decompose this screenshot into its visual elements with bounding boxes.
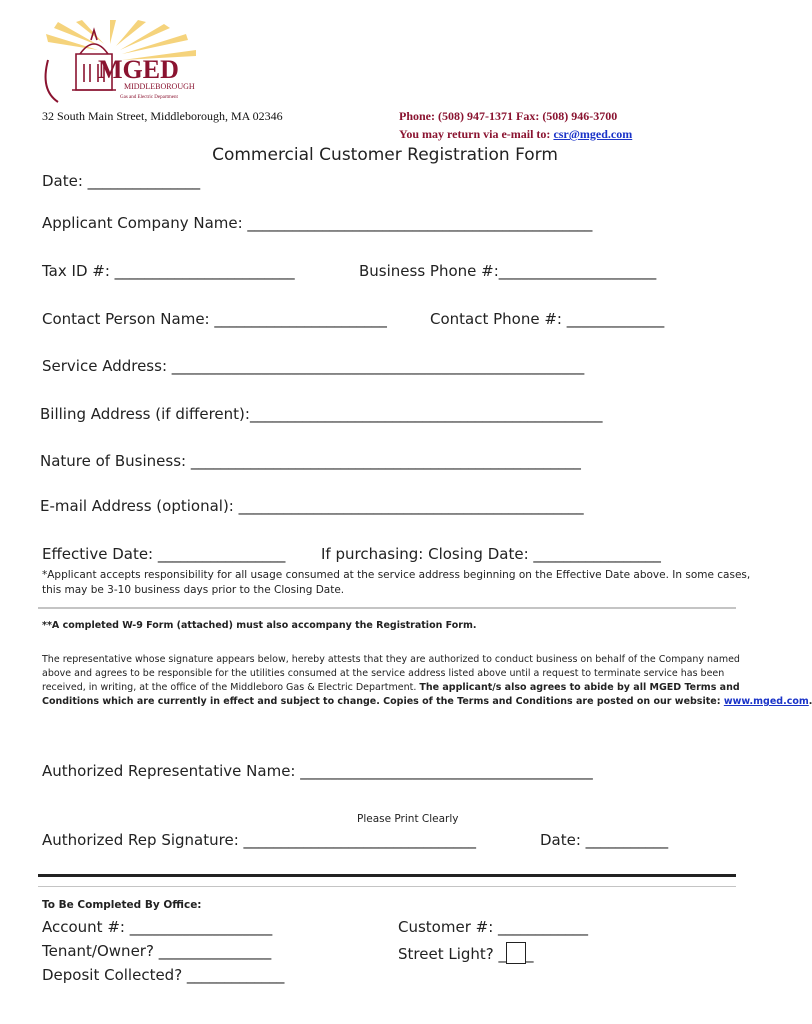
- tenant-owner-field[interactable]: Tenant/Owner? _______________: [42, 942, 272, 960]
- street-light-row: [398, 942, 534, 964]
- form-title: Commercial Customer Registration Form: [212, 145, 558, 165]
- business-phone-field[interactable]: Business Phone #:_____________________: [359, 262, 657, 280]
- email-link[interactable]: csr@mged.com: [553, 127, 633, 141]
- return-email-line: [399, 127, 632, 142]
- attestation-line-2: above and agrees to be responsible for the utilities consumed at the service address listed above until a request to terminate service has been: [42, 668, 725, 679]
- street-light-tail: _: [526, 945, 534, 963]
- tax-id-field[interactable]: Tax ID #: ________________________: [42, 262, 295, 280]
- asterisk-note-line-1: *Applicant accepts responsibility for all usage consumed at the service address beginning on the Effective Date above. In some cases,: [42, 569, 751, 581]
- office-divider: [38, 874, 736, 877]
- office-heading: To Be Completed By Office:: [42, 899, 202, 911]
- return-text: You may return via e-mail to:: [399, 127, 551, 141]
- effective-date-field[interactable]: Effective Date: _________________: [42, 545, 286, 563]
- billing-address-field[interactable]: Billing Address (if different):_______________________________________________: [40, 405, 603, 423]
- attestation-line-4: [42, 696, 812, 707]
- logo-text: MGED: [98, 55, 179, 84]
- email-address-field[interactable]: E-mail Address (optional): ______________________________________________: [40, 497, 584, 515]
- terms-text: Conditions which are currently in effect and subject to change. Copies of the Terms and Conditions are posted on our website:: [42, 696, 721, 707]
- attestation-line-3a: received, in writing, at the office of the Middleboro Gas & Electric Department.: [42, 682, 417, 693]
- print-clearly-note: Please Print Clearly: [357, 813, 459, 825]
- sunburst-graphic: [46, 20, 196, 60]
- account-field[interactable]: Account #: ___________________: [42, 918, 273, 936]
- service-address-field[interactable]: Service Address: _______________________________________________________: [42, 357, 585, 375]
- nature-of-business-field[interactable]: Nature of Business: ____________________________________________________: [40, 452, 581, 470]
- rep-signature-field[interactable]: Authorized Rep Signature: _______________________________: [42, 831, 477, 849]
- attestation-line-3b: The applicant/s also agrees to abide by all MGED Terms and: [419, 682, 740, 693]
- logo-tagline: Gas and Electric Department: [120, 95, 178, 100]
- customer-number-field[interactable]: Customer #: ____________: [398, 918, 589, 936]
- mged-logo: [38, 20, 198, 106]
- divider: [38, 607, 736, 609]
- rep-name-field[interactable]: Authorized Representative Name: _______________________________________: [42, 762, 593, 780]
- phone-fax: Phone: (508) 947-1371 Fax: (508) 946-3700: [399, 109, 618, 123]
- company-name-field[interactable]: Applicant Company Name: ______________________________________________: [42, 214, 593, 232]
- w9-note: **A completed W-9 Form (attached) must also accompany the Registration Form.: [42, 620, 477, 631]
- office-divider-thin: [38, 886, 736, 887]
- street-light-checkbox[interactable]: [506, 942, 526, 964]
- contact-person-field[interactable]: Contact Person Name: _______________________: [42, 310, 387, 328]
- date-field[interactable]: Date: _______________: [42, 172, 201, 190]
- signature-date-field[interactable]: Date: ___________: [540, 831, 669, 849]
- website-link[interactable]: www.mged.com: [723, 696, 809, 707]
- asterisk-note-line-2: this may be 3-10 business days prior to the Closing Date.: [42, 584, 345, 596]
- company-address: 32 South Main Street, Middleborough, MA 02346: [42, 109, 283, 123]
- attestation-line-1: The representative whose signature appears below, hereby attests that they are authorized to conduct business on behalf of the Company named: [42, 654, 740, 665]
- attestation-line-3: [42, 682, 740, 693]
- street-light-label: Street Light? _: [398, 945, 507, 963]
- logo-subtitle: MIDDLEBOROUGH: [124, 82, 195, 91]
- logo-swoosh: [46, 60, 58, 102]
- contact-phone-field[interactable]: Contact Phone #: _____________: [430, 310, 665, 328]
- deposit-collected-field[interactable]: Deposit Collected? _____________: [42, 966, 285, 984]
- closing-date-field[interactable]: If purchasing: Closing Date: _________________: [321, 545, 661, 563]
